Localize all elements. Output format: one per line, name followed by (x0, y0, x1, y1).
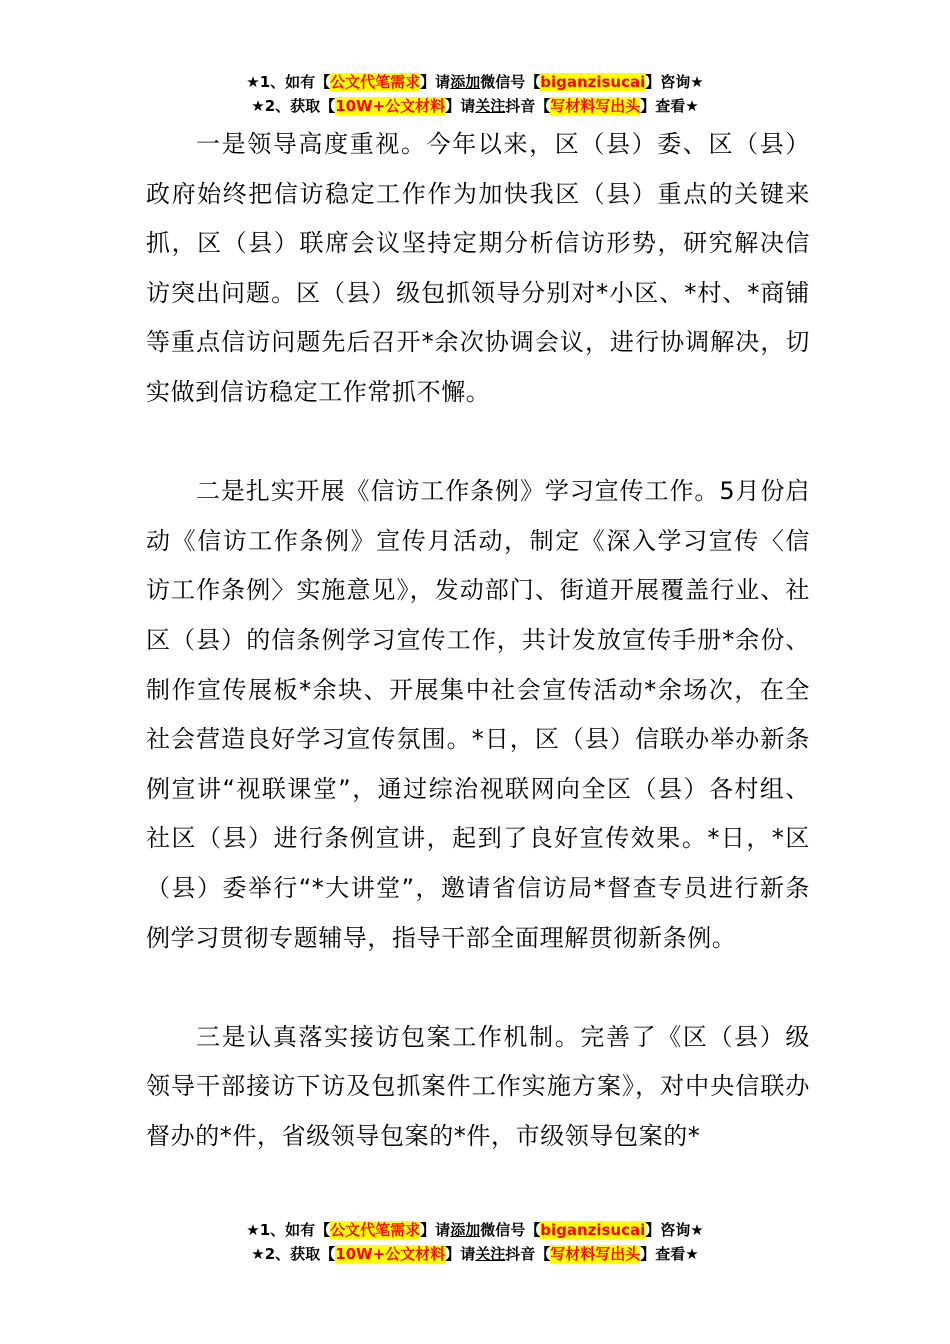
highlight-text: 公文代笔需求 (330, 1221, 421, 1239)
banner-line-2: ★2、获取【10W+公文材料】请关注抖音【写材料写出头】查看★ (251, 97, 699, 115)
paragraph-gap (146, 418, 810, 468)
paragraph-3: 三是认真落实接访包案工作机制。完善了《区（县）级领导干部接访下访及包抓案件工作实施方案》，对中央信联办督办的*件，省级领导包案的*件，市级领导包案的* (146, 1022, 810, 1150)
highlight-text: 10W+公文材料 (335, 97, 446, 115)
wechat-id: biganzisucai (540, 73, 646, 91)
banner-line-1: ★1、如有【公文代笔需求】请添加微信号【biganzisucai】咨询★ (246, 1221, 704, 1239)
highlight-text: 10W+公文材料 (335, 1245, 446, 1263)
paragraph-gap (146, 963, 810, 1013)
document-body (146, 120, 810, 1161)
douyin-id: 写材料写出头 (550, 1245, 641, 1263)
highlight-text: 公文代笔需求 (330, 73, 421, 91)
underlined-text: 关注 (475, 1245, 506, 1263)
underlined-text: 添加 (450, 1221, 481, 1239)
douyin-id: 写材料写出头 (550, 97, 641, 115)
wechat-id: biganzisucai (540, 1221, 646, 1239)
underlined-text: 添加 (450, 73, 481, 91)
banner-line-1: ★1、如有【公文代笔需求】请添加微信号【biganzisucai】咨询★ (246, 73, 704, 91)
paragraph-2: 二是扎实开展《信访工作条例》学习宣传工作。5月份启动《信访工作条例》宣传月活动，制定《深入学习宣传〈信访工作条例〉实施意见》，发动部门、街道开展覆盖行业、社区（县）的信条例学习宣传工作，共计发放宣传手册*余份、制作宣传展板*余块、开展集中社会宣传活动*余场次，在全社会营造良好学习宣传氛围。*日，区（县）信联办举办新条例宣讲“视联课堂”，通过综治视联网向全区（县）各村组、社区（县）进行条例宣讲，起到了良好宣传效果。*日，*区（县）委举行“*大讲堂”，邀请省信访局*督查专员进行新条例学习贯彻专题辅导，指导干部全面理解贯彻新条例。 (146, 477, 810, 952)
footer-banner (0, 1218, 950, 1266)
paragraph-1: 一是领导高度重视。今年以来，区（县）委、区（县）政府始终把信访稳定工作作为加快我区（县）重点的关键来抓，区（县）联席会议坚持定期分析信访形势，研究解决信访突出问题。区（县）级包抓领导分别对*小区、*村、*商铺等重点信访问题先后召开*余次协调会议，进行协调解决，切实做到信访稳定工作常抓不懈。 (146, 130, 810, 406)
banner-line-2: ★2、获取【10W+公文材料】请关注抖音【写材料写出头】查看★ (251, 1245, 699, 1263)
underlined-text: 关注 (475, 97, 506, 115)
header-banner (0, 70, 950, 118)
